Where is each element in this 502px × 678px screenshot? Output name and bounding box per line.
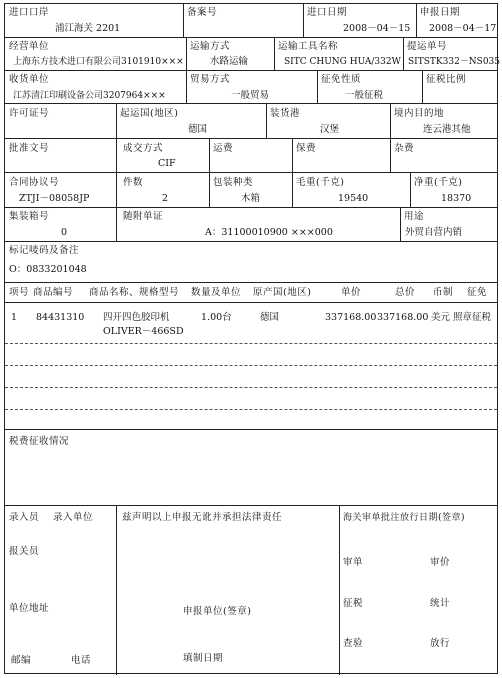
deal-mode-value: CIF bbox=[158, 158, 176, 169]
goods-total-price: 337168.00 bbox=[377, 312, 429, 323]
goods-country: 德国 bbox=[260, 312, 280, 323]
col-divider bbox=[116, 505, 117, 675]
loading-port-label: 装货港 bbox=[270, 108, 301, 119]
license-label: 许可证号 bbox=[9, 108, 50, 119]
col-divider bbox=[209, 138, 210, 172]
phone-label: 电话 bbox=[71, 655, 92, 666]
col-divider bbox=[410, 172, 411, 207]
unit-address-label: 单位地址 bbox=[9, 603, 50, 614]
package-value: 木箱 bbox=[241, 193, 261, 204]
goods-header-country: 原产国(地区) bbox=[253, 287, 312, 298]
trade-mode-label: 贸易方式 bbox=[190, 74, 231, 85]
goods-exemption: 照章征税 bbox=[453, 312, 492, 323]
tax-section-label: 税费征收情况 bbox=[9, 436, 70, 447]
review-label: 审单 bbox=[343, 557, 364, 568]
col-divider bbox=[183, 4, 184, 37]
col-divider bbox=[186, 37, 187, 70]
declaration-statement: 兹声明以上申报无讹并承担法律责任 bbox=[122, 512, 283, 523]
col-divider bbox=[186, 70, 187, 103]
insurance-label: 保费 bbox=[296, 143, 317, 154]
goods-name: 四开四色胶印机 bbox=[103, 312, 170, 323]
import-date-label: 进口日期 bbox=[307, 7, 348, 18]
goods-header-currency: 币制 bbox=[433, 287, 454, 298]
contract-value: ZTJI－08058JP bbox=[19, 193, 90, 204]
row-divider bbox=[5, 302, 497, 303]
transport-mode-label: 运输方式 bbox=[190, 41, 231, 52]
row-divider bbox=[5, 37, 497, 38]
col-divider bbox=[317, 70, 318, 103]
col-divider bbox=[209, 172, 210, 207]
fill-date-label: 填制日期 bbox=[183, 653, 224, 664]
pieces-value: 2 bbox=[162, 193, 169, 204]
row-divider bbox=[5, 172, 497, 173]
net-weight-label: 净重(千克) bbox=[414, 177, 463, 188]
levy-label: 征税 bbox=[343, 598, 364, 609]
col-divider bbox=[116, 138, 117, 172]
record-label: 备案号 bbox=[187, 7, 218, 18]
tax-ratio-label: 征税比例 bbox=[426, 74, 467, 85]
goods-item-no: 1 bbox=[11, 312, 18, 323]
transport-mode-value: 水路运输 bbox=[210, 56, 249, 67]
col-divider bbox=[274, 37, 275, 70]
receiver-label: 收货单位 bbox=[9, 74, 50, 85]
import-date-value: 2008－04－15 bbox=[343, 23, 411, 34]
col-divider bbox=[339, 505, 340, 675]
attached-docs-label: 随附单证 bbox=[123, 211, 164, 222]
col-divider bbox=[292, 138, 293, 172]
col-divider bbox=[303, 4, 304, 37]
destination-value: 连云港其他 bbox=[423, 124, 471, 135]
goods-currency: 美元 bbox=[431, 312, 451, 323]
approval-label: 批准文号 bbox=[9, 143, 50, 154]
statistics-label: 统计 bbox=[430, 598, 451, 609]
package-label: 包装种类 bbox=[213, 177, 254, 188]
contract-label: 合同协议号 bbox=[9, 177, 60, 188]
usage-value: 外贸自营内销 bbox=[405, 227, 463, 238]
goods-header-exemption: 征免 bbox=[467, 287, 488, 298]
port-value: 浦江海关 2201 bbox=[55, 23, 121, 34]
row-divider bbox=[5, 429, 497, 430]
col-divider bbox=[116, 172, 117, 207]
bill-value: SITSTK332－NS035 bbox=[408, 57, 501, 67]
row-divider bbox=[5, 70, 497, 71]
receiver-value: 江苏清江印刷设备公司3207964××× bbox=[13, 91, 166, 101]
net-weight-value: 18370 bbox=[441, 193, 472, 204]
vehicle-label: 运输工具名称 bbox=[278, 41, 339, 52]
goods-qty: 1.00台 bbox=[201, 312, 232, 323]
goods-model: OLIVER－466SD bbox=[103, 326, 184, 337]
row-divider bbox=[5, 241, 497, 242]
col-divider bbox=[390, 138, 391, 172]
business-unit-label: 经营单位 bbox=[9, 41, 50, 52]
loading-port-value: 汉堡 bbox=[320, 124, 340, 135]
goods-dashed-line bbox=[5, 409, 497, 410]
col-divider bbox=[116, 207, 117, 241]
release-label: 放行 bbox=[430, 638, 451, 649]
goods-header-unit-price: 单价 bbox=[341, 287, 362, 298]
goods-header-qty: 数量及单位 bbox=[191, 287, 242, 298]
row-divider bbox=[5, 103, 497, 104]
col-divider bbox=[403, 37, 404, 70]
vehicle-value: SITC CHUNG HUA/332W bbox=[284, 57, 401, 67]
trade-mode-value: 一般贸易 bbox=[231, 90, 270, 101]
declarant-label: 报关员 bbox=[9, 546, 40, 557]
goods-header-code: 商品编号 bbox=[33, 287, 74, 298]
declare-date-value: 2008－04－17 bbox=[429, 23, 497, 34]
entry-clerk-label: 录入员 bbox=[9, 512, 40, 523]
row-divider bbox=[5, 138, 497, 139]
col-divider bbox=[292, 172, 293, 207]
goods-unit-price: 337168.00 bbox=[325, 312, 377, 323]
gross-weight-label: 毛重(千克) bbox=[296, 177, 345, 188]
col-divider bbox=[400, 207, 401, 241]
gross-weight-value: 19540 bbox=[338, 193, 369, 204]
declare-date-label: 申报日期 bbox=[420, 7, 461, 18]
row-divider bbox=[5, 282, 497, 283]
origin-country-value: 德国 bbox=[188, 124, 208, 135]
misc-fee-label: 杂费 bbox=[394, 143, 415, 154]
container-label: 集装箱号 bbox=[9, 211, 50, 222]
row-divider bbox=[5, 207, 497, 208]
price-review-label: 审价 bbox=[430, 557, 451, 568]
declaring-unit-label: 申报单位(签章) bbox=[183, 606, 252, 617]
goods-dashed-line bbox=[5, 365, 497, 366]
freight-label: 运费 bbox=[213, 143, 234, 154]
postcode-label: 邮编 bbox=[11, 655, 32, 666]
goods-dashed-line bbox=[5, 387, 497, 388]
origin-country-label: 起运国(地区) bbox=[120, 108, 179, 119]
customs-approval-title: 海关审单批注放行日期(签章) bbox=[343, 513, 466, 523]
col-divider bbox=[416, 4, 417, 37]
inspection-label: 查验 bbox=[343, 638, 364, 649]
deal-mode-label: 成交方式 bbox=[123, 143, 164, 154]
destination-label: 境内目的地 bbox=[394, 108, 445, 119]
marks-value: O：0833201048 bbox=[9, 264, 87, 275]
col-divider bbox=[390, 103, 391, 138]
col-divider bbox=[266, 103, 267, 138]
attached-docs-value: A：31100010900 ×××000 bbox=[205, 227, 333, 238]
exemption-nature-value: 一般征税 bbox=[345, 90, 384, 101]
col-divider bbox=[422, 70, 423, 103]
col-divider bbox=[116, 103, 117, 138]
marks-label: 标记唛码及备注 bbox=[9, 245, 80, 256]
goods-code: 84431310 bbox=[36, 312, 85, 323]
container-value: 0 bbox=[61, 227, 68, 238]
pieces-label: 件数 bbox=[123, 177, 144, 188]
customs-declaration-form bbox=[4, 3, 501, 674]
entry-unit-label: 录入单位 bbox=[53, 512, 94, 523]
goods-dashed-line bbox=[5, 343, 497, 344]
goods-header-name: 商品名称、规格型号 bbox=[89, 287, 180, 298]
bill-label: 提运单号 bbox=[407, 41, 448, 52]
usage-label: 用途 bbox=[404, 211, 425, 222]
business-unit-value: 上海东方技术进口有限公司3101910××× bbox=[13, 57, 184, 67]
goods-header-item-no: 项号 bbox=[9, 287, 30, 298]
exemption-nature-label: 征免性质 bbox=[321, 74, 362, 85]
port-label: 进口口岸 bbox=[9, 7, 50, 18]
row-divider bbox=[5, 505, 497, 506]
goods-header-total: 总价 bbox=[395, 287, 416, 298]
